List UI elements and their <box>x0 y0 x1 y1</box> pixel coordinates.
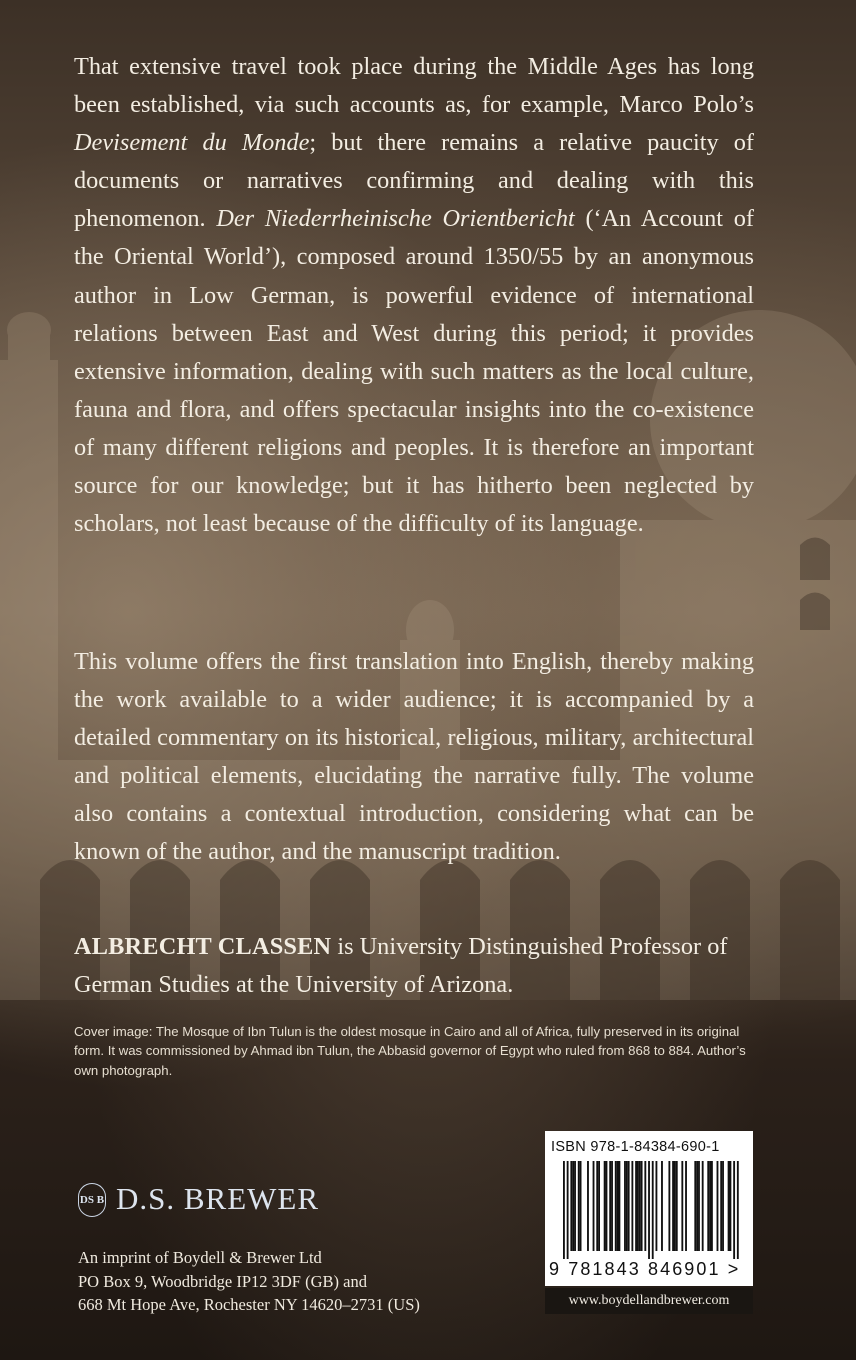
barcode-bar <box>639 1161 641 1251</box>
barcode-bar <box>737 1161 739 1259</box>
barcode-bar <box>628 1161 630 1251</box>
barcode-bar <box>619 1161 621 1251</box>
barcode-bars <box>545 1161 753 1259</box>
barcode-bar <box>685 1161 687 1251</box>
barcode-bar <box>609 1161 611 1251</box>
barcode-bar <box>578 1161 580 1251</box>
paragraph-text: ; but there remains a relative paucity of documents or narratives confirming and dealing with this phenomenon. <box>74 129 755 233</box>
barcode-bar <box>656 1161 658 1251</box>
barcode-bar <box>574 1161 576 1251</box>
address-line: An imprint of Boydell & Brewer Ltd <box>78 1248 322 1267</box>
barcode-bar <box>681 1161 683 1251</box>
barcode-bar <box>572 1161 574 1251</box>
barcode-digits: 9 781843 846901 > <box>549 1259 741 1279</box>
barcode-bar <box>580 1161 582 1251</box>
barcode-bar <box>720 1161 722 1251</box>
barcode-bar <box>709 1161 711 1251</box>
barcode-bar <box>606 1161 608 1251</box>
address-line: 668 Mt Hope Ave, Rochester NY 14620–2731 (US) <box>78 1295 420 1314</box>
barcode-bar <box>611 1161 613 1251</box>
barcode-bar <box>615 1161 617 1251</box>
barcode-bar <box>733 1161 735 1259</box>
barcode-bar <box>722 1161 724 1251</box>
barcode-bar <box>617 1161 619 1251</box>
barcode-bar <box>648 1161 650 1259</box>
barcode-bar <box>717 1161 719 1251</box>
barcode-bar <box>674 1161 676 1251</box>
barcode-bar <box>694 1161 696 1251</box>
barcode-bar <box>730 1161 732 1251</box>
paragraph-text: That extensive travel took place during the Middle Ages has long been established, via such accounts as, for example, Marco Polo’s <box>74 53 754 119</box>
barcode-bar <box>567 1161 569 1259</box>
barcode-bar <box>702 1161 704 1251</box>
barcode-bar <box>711 1161 713 1251</box>
author-name: ALBRECHT CLASSEN <box>74 933 332 960</box>
barcode-bar <box>698 1161 700 1251</box>
barcode-bar <box>563 1161 565 1259</box>
barcode-bar <box>593 1161 595 1251</box>
barcode-bar <box>672 1161 674 1251</box>
barcode-bar <box>626 1161 628 1251</box>
address-line: PO Box 9, Woodbridge IP12 3DF (GB) and <box>78 1271 367 1291</box>
author-bio-text: is University Distinguished Professor of German Studies at the University of Arizona. <box>74 933 728 999</box>
cover-image-caption: Cover image: The Mosque of Ibn Tulun is the oldest mosque in Cairo and all of Africa, fully preserved in its original form. It was commissioned by Ahmad ibn Tulun, the Abbasid governor of Egypt who ruled from 868 to 884. Author’s own photograph. <box>74 1024 746 1078</box>
description-paragraph-2: This volume offers the first translation into English, thereby making the work available to a wider audience; it is accompanied by a detailed commentary on its historical, religious, military, architectural and political elements, elucidating the narrative fully. The volume also contains a contextual introduction, considering what can be known of the author, and the manuscript tradition. <box>74 648 754 866</box>
barcode-bar <box>570 1161 572 1251</box>
barcode-bar <box>587 1161 589 1251</box>
barcode-bar <box>635 1161 637 1251</box>
italic-title: Der Niederrheinische Orientbericht <box>216 205 575 233</box>
publisher-name: D.S. BREWER <box>116 1181 320 1216</box>
author-bio <box>74 928 754 1004</box>
barcode-bar <box>696 1161 698 1251</box>
isbn-barcode <box>545 1131 753 1286</box>
description-paragraph-1 <box>74 48 754 543</box>
barcode-bar <box>641 1161 643 1251</box>
barcode-bar <box>707 1161 709 1251</box>
ds-brewer-logo-icon <box>78 1183 106 1217</box>
barcode-bar <box>661 1161 663 1251</box>
barcode-bar <box>676 1161 678 1251</box>
barcode-bar <box>598 1161 600 1251</box>
barcode-bar <box>644 1161 646 1251</box>
paragraph-text: (‘An Account of the Oriental World’), composed around 1350/55 by an anonymous author in Low German, is powerful evidence of international relations between East and West during this period; it provides extensive information, dealing with such matters as the local culture, fauna and flora, and offers spectacular insights into the co-existence of many different religions and peoples. It is therefore an important source for our knowledge; but it has hitherto been neglected by scholars, not least because of the difficulty of its language. <box>74 205 754 538</box>
barcode-bar <box>624 1161 626 1251</box>
italic-title: Devisement du Monde <box>74 129 310 157</box>
barcode-bar <box>596 1161 598 1251</box>
barcode-bar <box>652 1161 654 1259</box>
barcode-bar <box>637 1161 639 1251</box>
barcode-bar <box>668 1161 670 1251</box>
logo-text: DS B <box>79 1193 105 1206</box>
barcode-bar <box>604 1161 606 1251</box>
barcode-bar <box>631 1161 633 1251</box>
isbn-label: ISBN 978-1-84384-690-1 <box>551 1139 720 1155</box>
barcode-bar <box>728 1161 730 1251</box>
publisher-address <box>78 1246 420 1317</box>
publisher-website-link[interactable]: www.boydellandbrewer.com <box>545 1288 753 1314</box>
